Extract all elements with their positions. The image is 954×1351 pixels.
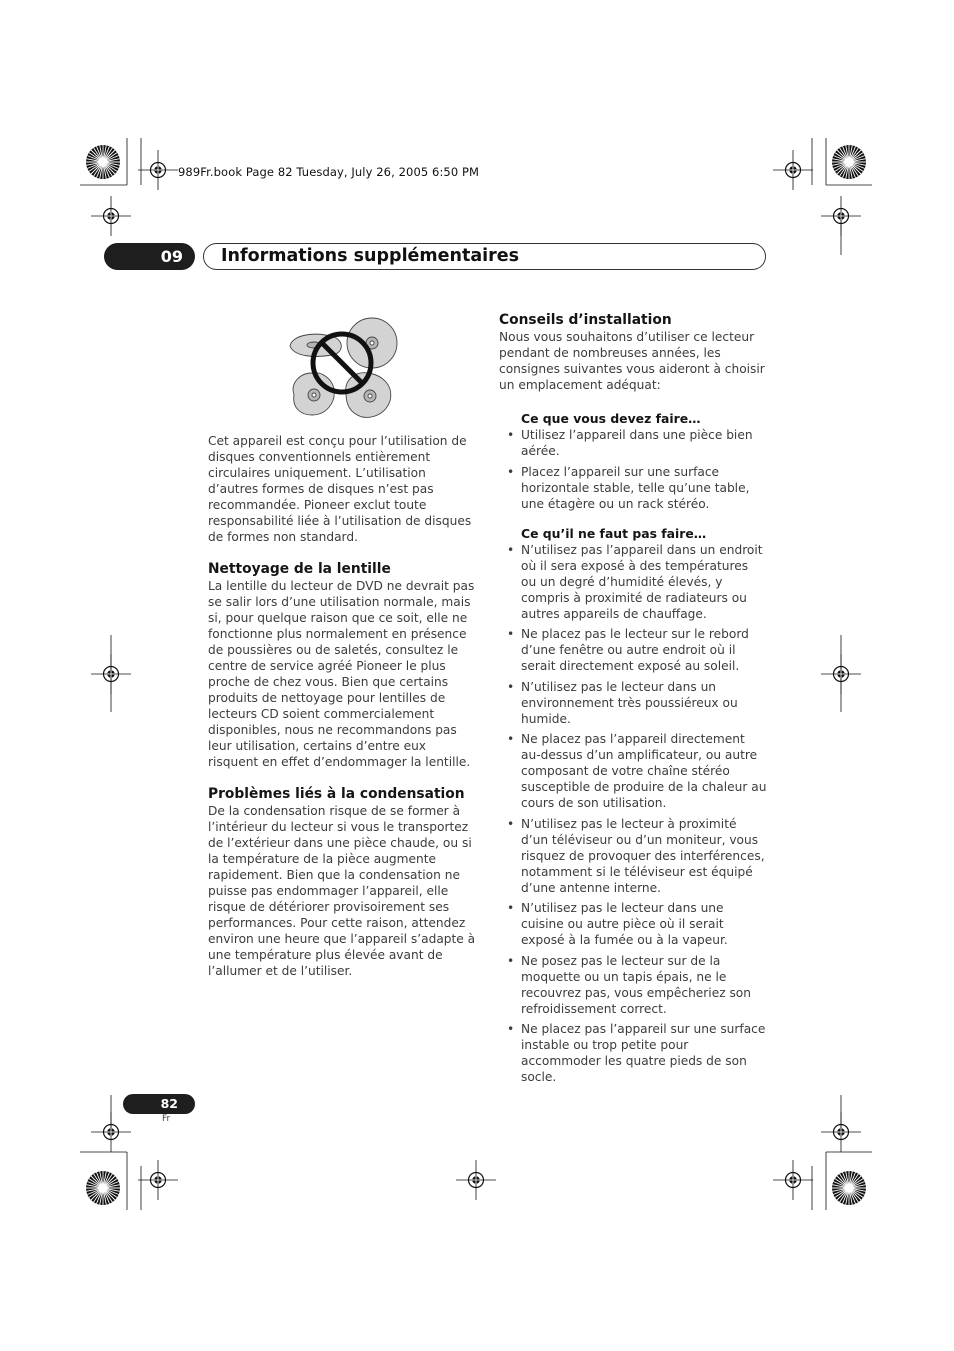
chapter-number-tab: 09 [104,243,195,270]
list-item: • Ne placez pas l’appareil sur une surface instable ou trop petite pour accommoder les quatre pieds de son socle. [499,1021,767,1085]
list-item: • N’utilisez pas l’appareil dans un endroit où il sera exposé à des températures ou un degré d’humidité élevés, y compris à proximité de radiateurs ou autres appareils de chauffage. [499,542,767,622]
list-item: • Utilisez l’appareil dans une pièce bien aérée. [499,427,767,459]
condensation-text: De la condensation risque de se former à l’intérieur du lecteur si vous le transportez de l’extérieur dans une pièce chaude, ou si la température de la pièce augmente rapidement. Bien que la condensation ne puisse pas endommager l’appareil, elle risque de détériorer provisoirement ses performances. Pour cette raison, attendez environ une heure que l’appareil s’adapte à une température plus élevée avant de l’allumer et de l’utiliser. [208,803,476,979]
condensation-heading: Problèmes liés à la condensation [208,785,465,802]
chapter-title: Informations supplémentaires [221,246,520,266]
installation-tips-heading: Conseils d’installation [499,312,672,328]
list-item: • Ne placez pas le lecteur sur le rebord d’une fenêtre ou autre endroit où il serait directement exposé au soleil. [499,626,767,674]
list-item: • Placez l’appareil sur une surface horizontale stable, telle qu’une table, une étagère ou un rack stéréo. [499,464,767,512]
non-standard-discs-prohibited-icon [286,313,400,423]
disc-shape-notice: Cet appareil est conçu pour l’utilisation de disques conventionnels entièrement circulaires uniquement. L’utilisation d’autres formes de disques n’est pas recommandée. Pioneer exclut toute responsabilité liée à l’utilisation de disques de formes non standard. [208,434,472,545]
right-column [499,311,767,1090]
list-item: • N’utilisez pas le lecteur à proximité d’un téléviseur ou d’un moniteur, vous risquez de provoquer des interférences, notamment si le téléviseur est équipé d’une antenne interne. [499,816,767,896]
list-item: • Ne placez pas l’appareil directement au-dessus d’un amplificateur, ou autre composant de votre chaîne stéréo susceptible de produire de la chaleur au cours de son utilisation. [499,731,767,811]
language-code: Fr [162,1114,171,1124]
dont-list [499,542,767,1086]
do-heading: Ce que vous devez faire… [521,411,701,427]
do-list [499,427,767,512]
list-item: • N’utilisez pas le lecteur dans un environnement très poussiéreux ou humide. [499,679,767,727]
lens-cleaning-text: La lentille du lecteur de DVD ne devrait pas se salir lors d’une utilisation normale, mais si, pour quelque raison que ce soit, elle ne fonctionne plus normalement en présence de poussières ou de saletés, consultez le centre de service agréé Pioneer le plus proche de chez vous. Bien que certains produits de nettoyage pour lentilles de lecteurs CD soient commercialement disponibles, nous ne recommandons pas leur utilisation, certains d’entre eux risquent en effet d’endommager la lentille. [208,578,475,770]
book-info-line: 989Fr.book Page 82 Tuesday, July 26, 2005 6:50 PM [178,165,480,179]
lens-cleaning-heading: Nettoyage de la lentille [208,560,391,577]
page-number: 82 [123,1094,195,1114]
list-item: • Ne posez pas le lecteur sur de la moquette ou un tapis épais, ne le recouvrez pas, vous empêcheriez son refroidissement correct. [499,953,767,1017]
installation-intro: Nous vous souhaitons d’utiliser ce lecteur pendant de nombreuses années, les consignes suivantes vous aideront à choisir un emplacement adéquat: [499,330,765,393]
left-column [208,433,476,979]
dont-heading: Ce qu’il ne faut pas faire… [521,525,707,541]
list-item: • N’utilisez pas le lecteur dans une cuisine ou autre pièce où il serait exposé à la fumée ou à la vapeur. [499,900,767,948]
